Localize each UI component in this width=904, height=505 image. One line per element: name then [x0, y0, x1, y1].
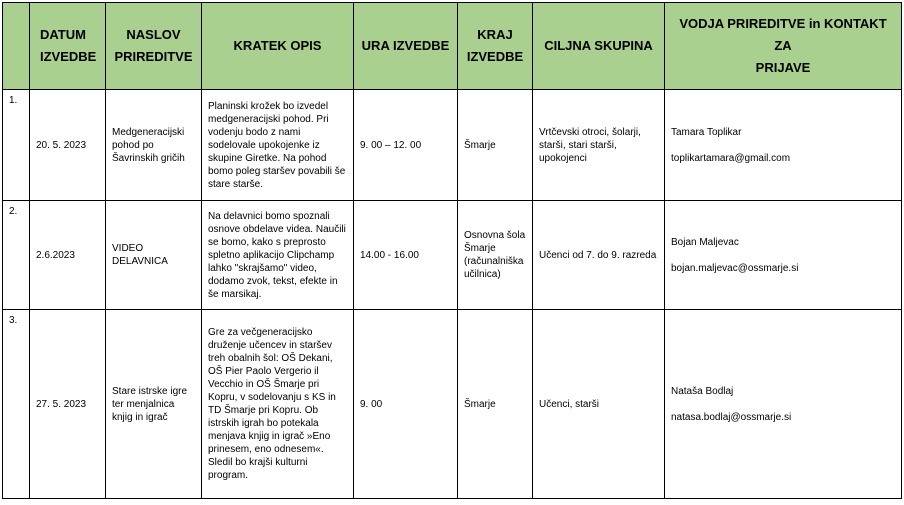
header-desc: KRATEK OPIS: [202, 3, 354, 90]
row-place: Šmarje: [458, 90, 533, 201]
row-time: 9. 00 – 12. 00: [354, 90, 458, 201]
row-title: Medgeneracijski pohod po Šavrinskih gričih: [106, 90, 202, 201]
header-contact: [665, 3, 902, 90]
row-target: Učenci, starši: [533, 310, 665, 499]
row-place: Osnovna šola Šmarje (računalniška učilnica): [458, 201, 533, 310]
header-contact-line1: VODJA PRIREDITVE in KONTAKT ZA: [679, 16, 887, 53]
contact-name: Nataša Bodlaj: [671, 385, 734, 397]
header-contact-line2: PRIJAVE: [755, 60, 811, 75]
contact-email: toplikartamara@gmail.com: [671, 152, 791, 164]
row-time: 9. 00: [354, 310, 458, 499]
row-number: 1.: [3, 90, 30, 201]
contact-name: Bojan Maljevac: [671, 236, 739, 248]
table-row: [3, 310, 902, 499]
row-target: Vrtčevski otroci, šolarji, starši, stari starši, upokojenci: [533, 90, 665, 201]
row-date: 2.6.2023: [30, 201, 106, 310]
header-time: URA IZVEDBE: [354, 3, 458, 90]
row-contact: [665, 310, 902, 499]
row-contact: [665, 201, 902, 310]
row-date: 27. 5. 2023: [30, 310, 106, 499]
contact-name: Tamara Toplikar: [671, 126, 742, 138]
row-contact: [665, 90, 902, 201]
row-title: Stare istrske igre ter menjalnica knjig in igrač: [106, 310, 202, 499]
row-time: 14.00 - 16.00: [354, 201, 458, 310]
header-title-line1: NASLOV: [126, 27, 181, 42]
header-date: [30, 3, 106, 90]
header-row: [3, 3, 902, 90]
row-target: Učenci od 7. do 9. razreda: [533, 201, 665, 310]
row-number: 3.: [3, 310, 30, 499]
row-description: Na delavnici bomo spoznali osnove obdelave videa. Naučili se bomo, kako s preprosto spletno aplikacijo Clipchamp lahko "skrajšamo" video, dodamo zvok, tekst, efekte in še marsikaj.: [202, 201, 354, 310]
row-number: 2.: [3, 201, 30, 310]
contact-email: bojan.maljevac@ossmarje.si: [671, 262, 799, 274]
header-place: [458, 3, 533, 90]
table-row: [3, 90, 902, 201]
row-description: Gre za večgeneracijsko druženje učencev in staršev treh obalnih šol: OŠ Dekani, OŠ Pier Paolo Vergerio il Vecchio in OŠ Šmarje pri Kopru, v sodelovanju s KS in TD Šmarje pri Kopru. Ob istrskih igrah bo potekala menjava knjig in igrač »Eno prinesem, eno odnesem«. Sledil bo krajši kulturni program.: [202, 310, 354, 499]
row-description: Planinski krožek bo izvedel medgeneracijski pohod. Pri vodenju bodo z nami sodelovale upokojenke iz skupine Giretke. Na pohod bomo poleg staršev povabili še stare starše.: [202, 90, 354, 201]
events-table: [2, 2, 902, 499]
header-place-line2: IZVEDBE: [466, 49, 524, 64]
row-place: Šmarje: [458, 310, 533, 499]
header-target: CILJNA SKUPINA: [533, 3, 665, 90]
header-place-line1: KRAJ: [477, 27, 513, 42]
header-num: [3, 3, 30, 90]
contact-email: natasa.bodlaj@ossmarje.si: [671, 411, 792, 423]
table-row: [3, 201, 902, 310]
header-title: [106, 3, 202, 90]
row-title: VIDEO DELAVNICA: [106, 201, 202, 310]
row-date: 20. 5. 2023: [30, 90, 106, 201]
header-title-line2: PRIREDITVE: [114, 49, 193, 64]
header-date-line1: DATUM: [40, 27, 86, 42]
header-date-line2: IZVEDBE: [40, 49, 97, 64]
